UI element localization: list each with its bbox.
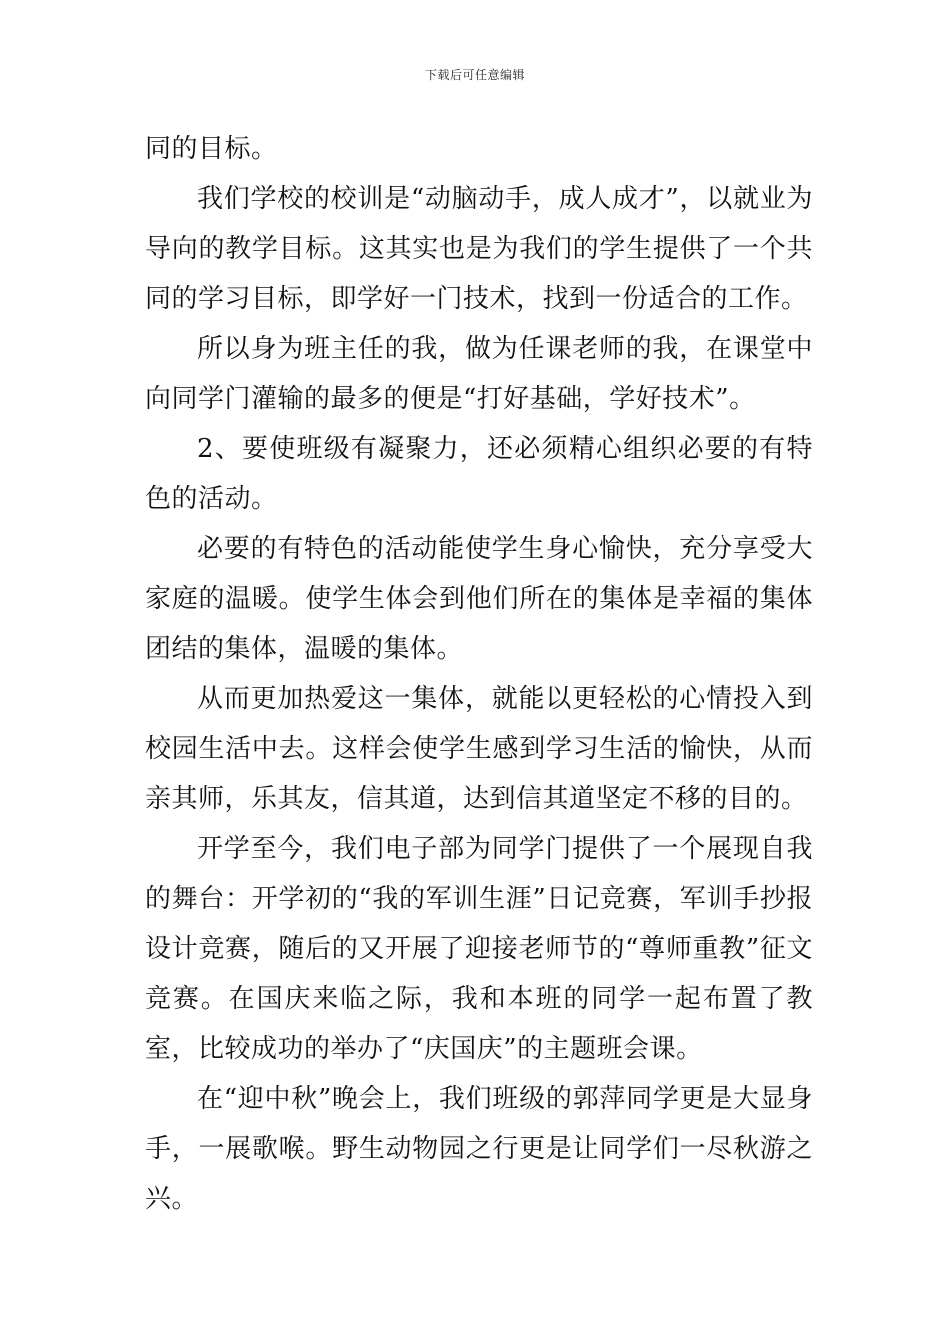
paragraph-mid-autumn: 在“迎中秋”晚会上，我们班级的郭萍同学更是大显身手，一展歌喉。野生动物园之行更是让同学们一尽秋游之兴。 (145, 1084, 813, 1214)
paragraph-stage: 开学至今，我们电子部为同学门提供了一个展现自我的舞台：开学初的“我的军训生涯”日记竞赛，军训手抄报设计竞赛，随后的又开展了迎接老师节的“尊师重教”征文竞赛。在国庆来临之际，我和本班的同学一起布置了教室，比较成功的举办了“庆国庆”的主题班会课。 (145, 834, 813, 1064)
paragraph-section-2: 2、要使班级有凝聚力，还必须精心组织必要的有特色的活动。 (145, 434, 813, 514)
paragraph-collective: 从而更加热爱这一集体，就能以更轻松的心情投入到校园生活中去。这样会使学生感到学习生活的愉快，从而亲其师，乐其友，信其道，达到信其道坚定不移的目的。 (145, 684, 813, 814)
paragraph-class-teacher: 所以身为班主任的我，做为任课老师的我，在课堂中向同学门灌输的最多的便是“打好基础，学好技术”。 (145, 334, 813, 414)
paragraph-continuation: 同的目标。 (145, 134, 278, 164)
page-header: 下载后可任意编辑 (424, 68, 525, 82)
paragraph-activities: 必要的有特色的活动能使学生身心愉快，充分享受大家庭的温暖。使学生体会到他们所在的集体是幸福的集体团结的集体，温暖的集体。 (145, 534, 813, 664)
document-body (145, 124, 813, 1224)
paragraph-school-motto: 我们学校的校训是“动脑动手，成人成才”，以就业为导向的教学目标。这其实也是为我们的学生提供了一个共同的学习目标，即学好一门技术，找到一份适合的工作。 (145, 184, 813, 314)
